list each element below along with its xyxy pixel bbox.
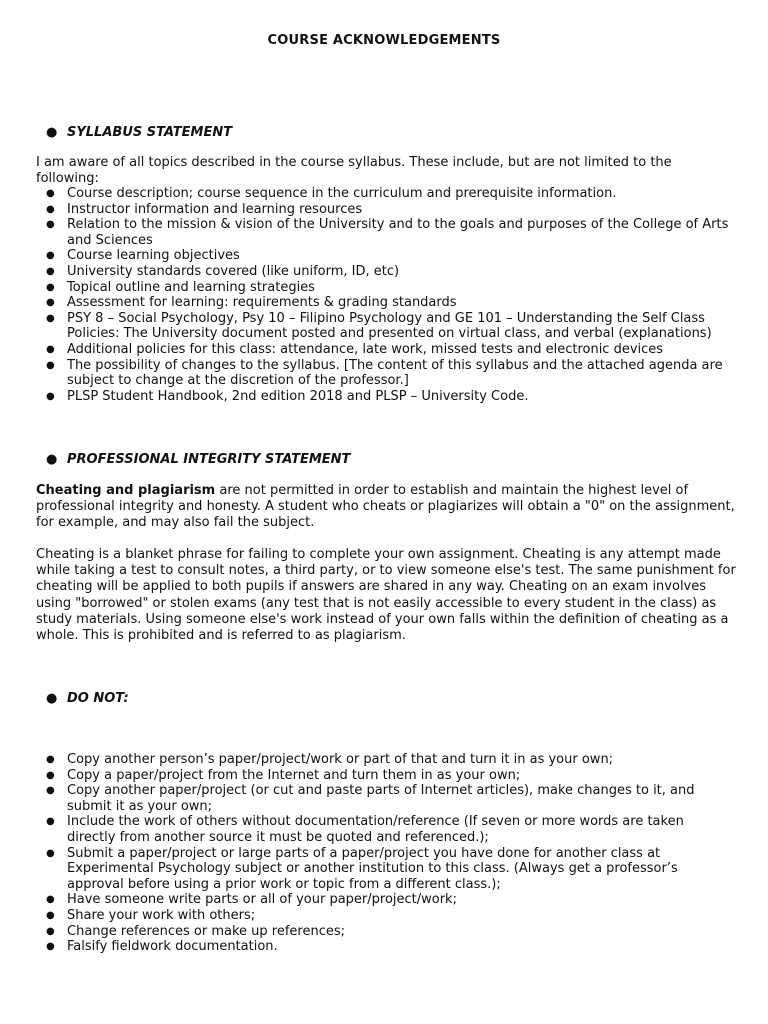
list-item: ● Share your work with others; <box>36 908 736 924</box>
list-item: ● PLSP Student Handbook, 2nd edition 2018 and PLSP – University Code. <box>36 389 736 405</box>
list-item: ● Topical outline and learning strategies <box>36 280 736 296</box>
donot-list <box>36 752 736 955</box>
bullet-icon: ● <box>46 691 58 706</box>
integrity-heading-text: PROFESSIONAL INTEGRITY STATEMENT <box>67 452 351 467</box>
list-item: ● Course description; course sequence in the curriculum and prerequisite information. <box>36 186 736 202</box>
list-item: ● Additional policies for this class: attendance, late work, missed tests and electronic devices <box>36 342 736 358</box>
list-item: ● Copy another person’s paper/project/work or part of that and turn it in as your own; <box>36 752 736 768</box>
donot-heading-text: DO NOT: <box>67 691 129 706</box>
list-item: ● Course learning objectives <box>36 248 736 264</box>
syllabus-heading <box>46 125 232 141</box>
list-item: ● Copy another paper/project (or cut and paste parts of Internet articles), make changes to it, and submit it as your own; <box>36 783 736 814</box>
donot-heading <box>46 691 129 707</box>
list-item: ● The possibility of changes to the syllabus. [The content of this syllabus and the attached agenda are subject to change at the discretion of the professor.] <box>36 358 736 389</box>
list-item: ● Assessment for learning: requirements & grading standards <box>36 295 736 311</box>
integrity-paragraph-1 <box>36 483 736 532</box>
list-item: ● PSY 8 – Social Psychology, Psy 10 – Filipino Psychology and GE 101 – Understanding the Self Class Policies: The University document posted and presented on virtual class, and verbal (explanations) <box>36 311 736 342</box>
list-item: ● University standards covered (like uniform, ID, etc) <box>36 264 736 280</box>
bullet-icon: ● <box>46 452 58 467</box>
list-item: ● Instructor information and learning resources <box>36 202 736 218</box>
syllabus-list <box>36 186 736 404</box>
list-item: ● Include the work of others without documentation/reference (If seven or more words are taken directly from another source it must be quoted and referenced.); <box>36 814 736 845</box>
list-item: ● Change references or make up references; <box>36 924 736 940</box>
page-title: COURSE ACKNOWLEDGEMENTS <box>267 33 501 48</box>
syllabus-intro: I am aware of all topics described in the course syllabus. These include, but are not limited to the following: <box>36 155 672 187</box>
list-item: ● Falsify fieldwork documentation. <box>36 939 736 955</box>
integrity-heading <box>46 452 350 468</box>
list-item: ● Copy a paper/project from the Internet and turn them in as your own; <box>36 768 736 784</box>
list-item: ● Have someone write parts or all of your paper/project/work; <box>36 892 736 908</box>
syllabus-heading-text: SYLLABUS STATEMENT <box>67 125 233 140</box>
integrity-paragraph-2: Cheating is a blanket phrase for failing to complete your own assignment. Cheating is any attempt made while taking a test to consult notes, a third party, or to view someone else's test. The same punishment for cheating will be applied to both pupils if answers are shared in any way. Cheating on an exam involves using "borrowed" or stolen exams (any test that is not easily accessible to every student in the class) as study materials. Using someone else's work instead of your own falls within the definition of cheating as a whole. This is prohibited and is referred to as plagiarism. <box>36 547 736 644</box>
bullet-icon: ● <box>46 125 58 140</box>
integrity-bold-lead: Cheating and plagiarism <box>36 483 216 498</box>
list-item: ● Relation to the mission & vision of the University and to the goals and purposes of the College of Arts and Sciences <box>36 217 736 248</box>
list-item: ● Submit a paper/project or large parts of a paper/project you have done for another class at Experimental Psychology subject or another institution to this class. (Always get a professor’s approval before using a prior work or topic from a different class.); <box>36 846 736 893</box>
integrity-paragraph-1-text: are not permitted in order to establish and maintain the highest level of professional integrity and honesty. A student who cheats or plagiarizes will obtain a "0" on the assignment, for example, and may also fail the subject. <box>36 483 735 531</box>
